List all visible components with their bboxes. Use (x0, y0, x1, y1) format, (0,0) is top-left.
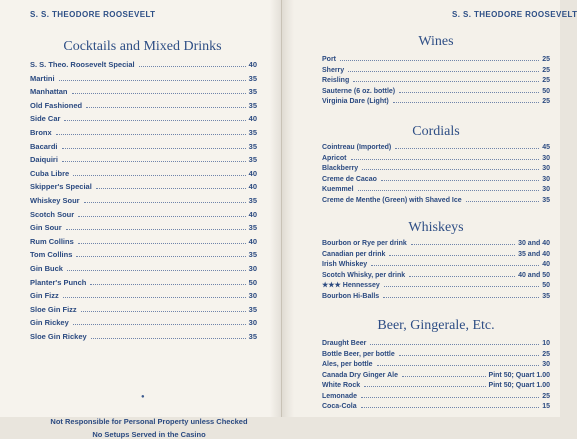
menu-item-name: Reisling (322, 77, 350, 84)
menu-item-price: 40 (248, 236, 257, 246)
menu-item-row (30, 316, 257, 330)
casino-notice-text: No Setups Served in the Casino (92, 430, 206, 439)
menu-item-name: Bourbon or Rye per drink (322, 240, 407, 247)
menu-item-name: White Rock (322, 382, 361, 389)
dot-leader (395, 148, 539, 149)
wines-list (322, 55, 550, 108)
menu-item-name: Ales, per bottle (322, 361, 373, 368)
menu-item-row (322, 402, 550, 413)
menu-item-row (30, 330, 257, 344)
menu-item-price: 40 (248, 209, 257, 219)
menu-item-name: Side Car (30, 114, 61, 124)
menu-item-name: S. S. Theo. Roosevelt Special (30, 60, 135, 69)
dot-leader (340, 60, 539, 61)
menu-item-row (30, 99, 257, 113)
menu-item-row (322, 97, 550, 108)
dot-leader (59, 80, 246, 81)
menu-item-row (30, 208, 257, 222)
dot-leader (81, 311, 246, 312)
menu-item-row (322, 371, 550, 382)
menu-item-row (322, 164, 550, 175)
dot-leader (63, 297, 246, 298)
dot-leader (72, 93, 246, 94)
menu-item-price: 40 (248, 168, 257, 178)
menu-item-price: Pint 50; Quart 1.00 (488, 371, 550, 379)
menu-item-name: ★★★ Hennessey (322, 282, 380, 289)
menu-item-row (322, 339, 550, 350)
dot-leader (90, 284, 245, 285)
menu-item-name: Scotch Whisky, per drink (322, 271, 406, 279)
dot-leader (84, 202, 246, 203)
dot-leader (393, 102, 539, 103)
menu-item-name: Skipper's Special (30, 182, 92, 192)
dot-leader (91, 338, 246, 339)
menu-item-price: 50 (248, 277, 257, 287)
menu-item-price: 30 (542, 186, 550, 193)
menu-item-row (30, 194, 257, 208)
dot-leader (377, 365, 540, 366)
menu-item-name: Sauterne (6 oz. bottle) (322, 87, 396, 95)
menu-item-row (322, 260, 550, 271)
menu-item-price: 40 (248, 182, 257, 192)
dot-leader (76, 256, 245, 257)
menu-item-name: Bourbon Hi-Balls (322, 292, 380, 300)
menu-item-price: 25 (542, 66, 550, 74)
dot-leader (353, 81, 539, 82)
dot-leader (62, 161, 246, 162)
menu-item-name: Cointreau (Imported) (322, 144, 392, 151)
dot-leader (362, 169, 539, 170)
dot-leader (364, 386, 485, 387)
menu-item-row (322, 281, 550, 292)
menu-item-row (30, 140, 257, 154)
menu-item-name: Scotch Sour (30, 209, 75, 219)
disclaimer-text: Not Responsible for Personal Property unless Checked (50, 417, 248, 426)
dot-leader (361, 397, 539, 398)
menu-item-row (322, 154, 550, 165)
menu-item-row (30, 262, 257, 276)
dot-leader (86, 107, 246, 108)
cocktails-section-title: Cocktails and Mixed Drinks (63, 39, 222, 54)
menu-item-price: 35 (248, 223, 257, 233)
menu-item-row (322, 196, 550, 207)
menu-item-name: Daiquiri (30, 155, 58, 165)
menu-item-name: Lemonade (322, 392, 358, 400)
menu-item-price: 15 (542, 403, 550, 410)
menu-item-name: Sherry (322, 66, 345, 74)
dot-leader (399, 92, 539, 93)
menu-item-price: 35 and 40 (518, 250, 550, 258)
ship-name-header-right: S. S. THEODORE ROOSEVELT (452, 10, 577, 19)
menu-item-row (322, 76, 550, 87)
menu-item-price: 35 (248, 87, 257, 97)
dot-leader (466, 201, 540, 202)
dot-leader (402, 376, 486, 377)
menu-item-price: 40 (248, 114, 257, 124)
menu-item-price: 35 (542, 196, 550, 204)
dot-leader (139, 66, 246, 67)
dot-leader (371, 265, 539, 266)
menu-item-name: Creme de Cacao (322, 175, 377, 183)
dot-leader (411, 244, 515, 245)
menu-item-price: 25 (542, 350, 550, 358)
menu-item-price: 35 (248, 141, 257, 151)
wines-section (322, 34, 550, 108)
menu-item-row (322, 175, 550, 186)
menu-item-name: Sloe Gin Rickey (30, 331, 87, 341)
dot-leader (62, 148, 246, 149)
whiskeys-section (322, 220, 550, 302)
menu-item-price: 30 (542, 175, 550, 183)
menu-item-row (30, 72, 257, 86)
dot-leader (383, 297, 539, 298)
menu-item-price: 25 (542, 392, 550, 400)
menu-item-price: 30 (542, 165, 550, 172)
menu-item-name: Rum Collins (30, 236, 74, 246)
menu-item-name: Draught Beer (322, 340, 367, 347)
menu-item-price: 25 (542, 77, 550, 84)
menu-item-price: 30 and 40 (518, 240, 550, 247)
dot-leader (381, 180, 539, 181)
dot-leader (96, 188, 246, 189)
beer-list (322, 339, 550, 413)
dot-leader (73, 324, 246, 325)
dot-leader (348, 71, 539, 72)
menu-item-row (30, 289, 257, 303)
menu-item-price: 40 and 50 (518, 271, 550, 279)
menu-item-row (30, 58, 257, 72)
menu-item-row (322, 250, 550, 261)
dot-leader (361, 407, 540, 408)
menu-item-row (30, 221, 257, 235)
menu-item-name: Cuba Libre (30, 168, 70, 178)
menu-item-price: 45 (542, 144, 550, 151)
menu-item-name: Manhattan (30, 87, 68, 97)
dot-leader (78, 243, 246, 244)
menu-item-price: 35 (542, 292, 550, 300)
menu-item-row (322, 185, 550, 196)
beer-section-title: Beer, Gingerale, Etc. (377, 318, 495, 333)
menu-item-name: Bacardi (30, 141, 58, 151)
dot-leader (67, 270, 246, 271)
menu-item-price: 50 (542, 87, 550, 95)
whiskeys-list (322, 239, 550, 302)
menu-item-price: 35 (248, 127, 257, 137)
menu-item-row (30, 248, 257, 262)
menu-item-name: Canada Dry Ginger Ale (322, 371, 398, 379)
menu-item-row (30, 85, 257, 99)
menu-item-row (30, 180, 257, 194)
menu-item-row (322, 66, 550, 77)
menu-item-row (322, 360, 550, 371)
menu-item-price: 35 (248, 195, 257, 205)
menu-item-price: 35 (248, 331, 257, 341)
menu-item-name: Gin Rickey (30, 318, 69, 328)
wines-section-title: Wines (418, 34, 454, 49)
menu-item-price: 35 (248, 250, 257, 260)
dot-leader (56, 134, 246, 135)
menu-item-price: 35 (248, 100, 257, 110)
menu-item-name: Whiskey Sour (30, 195, 80, 205)
menu-item-row (322, 392, 550, 403)
menu-item-row (30, 167, 257, 181)
menu-item-name: Martini (30, 73, 55, 83)
menu-item-price: 30 (248, 263, 257, 273)
menu-item-price: 30 (542, 361, 550, 368)
left-menu-page (0, 0, 282, 439)
menu-item-name: Port (322, 56, 336, 63)
menu-item-row (322, 381, 550, 392)
dot-leader (66, 229, 246, 230)
menu-item-price: 35 (248, 304, 257, 314)
menu-item-row (30, 276, 257, 290)
menu-item-row (322, 87, 550, 98)
menu-item-price: 25 (542, 56, 550, 63)
menu-item-row (322, 271, 550, 282)
menu-item-price: 35 (248, 73, 257, 83)
menu-item-price: Pint 50; Quart 1.00 (488, 382, 550, 389)
cordials-list (322, 143, 550, 206)
menu-item-price: 40 (542, 261, 550, 268)
menu-item-name: Tom Collins (30, 250, 73, 260)
right-menu-page (282, 0, 577, 417)
menu-item-name: Sloe Gin Fizz (30, 304, 77, 314)
dot-leader (409, 276, 515, 277)
menu-item-row (30, 126, 257, 140)
beer-section (322, 318, 550, 413)
menu-item-price: 25 (542, 98, 550, 105)
dot-leader (64, 120, 245, 121)
menu-item-name: Irish Whiskey (322, 261, 368, 268)
menu-item-price: 35 (248, 155, 257, 165)
menu-item-name: Old Fashioned (30, 100, 83, 110)
menu-item-name: Gin Fizz (30, 291, 59, 301)
menu-item-name: Blackberry (322, 165, 359, 172)
dot-leader (389, 255, 515, 256)
menu-item-name: Apricot (322, 154, 347, 162)
menu-item-price: 30 (248, 291, 257, 301)
dot-leader (73, 175, 245, 176)
menu-item-price: 40 (248, 60, 257, 69)
dot-leader (358, 190, 540, 191)
menu-item-name: Coca-Cola (322, 403, 357, 410)
menu-item-row (30, 303, 257, 317)
menu-item-price: 50 (542, 282, 550, 289)
dot-leader (78, 216, 245, 217)
menu-item-name: Canadian per drink (322, 250, 386, 258)
menu-item-row (322, 292, 550, 303)
menu-item-name: Creme de Menthe (Green) with Shaved Ice (322, 196, 462, 204)
menu-item-row (30, 235, 257, 249)
menu-item-name: Gin Sour (30, 223, 62, 233)
whiskeys-section-title: Whiskeys (408, 220, 464, 235)
menu-item-name: Virginia Dare (Light) (322, 98, 389, 105)
menu-item-row (322, 239, 550, 250)
menu-item-name: Kuemmel (322, 186, 354, 193)
menu-item-row (30, 153, 257, 167)
menu-item-name: Planter's Punch (30, 277, 87, 287)
menu-item-row (30, 112, 257, 126)
ship-name-header-left: S. S. THEODORE ROOSEVELT (30, 10, 156, 19)
menu-item-name: Gin Buck (30, 263, 63, 273)
menu-item-price: 30 (542, 154, 550, 162)
menu-item-row (322, 55, 550, 66)
cocktails-list (30, 58, 257, 343)
dot-leader (384, 286, 539, 287)
menu-item-row (322, 350, 550, 361)
dot-leader (351, 159, 540, 160)
menu-item-name: Bronx (30, 127, 52, 137)
menu-item-row (322, 143, 550, 154)
bullet-ornament: ● (141, 394, 145, 400)
dot-leader (370, 344, 539, 345)
dot-leader (399, 355, 539, 356)
menu-item-price: 10 (542, 340, 550, 347)
cordials-section (322, 124, 550, 206)
menu-item-name: Bottle Beer, per bottle (322, 350, 395, 358)
cordials-section-title: Cordials (412, 124, 460, 139)
menu-item-price: 30 (248, 318, 257, 328)
